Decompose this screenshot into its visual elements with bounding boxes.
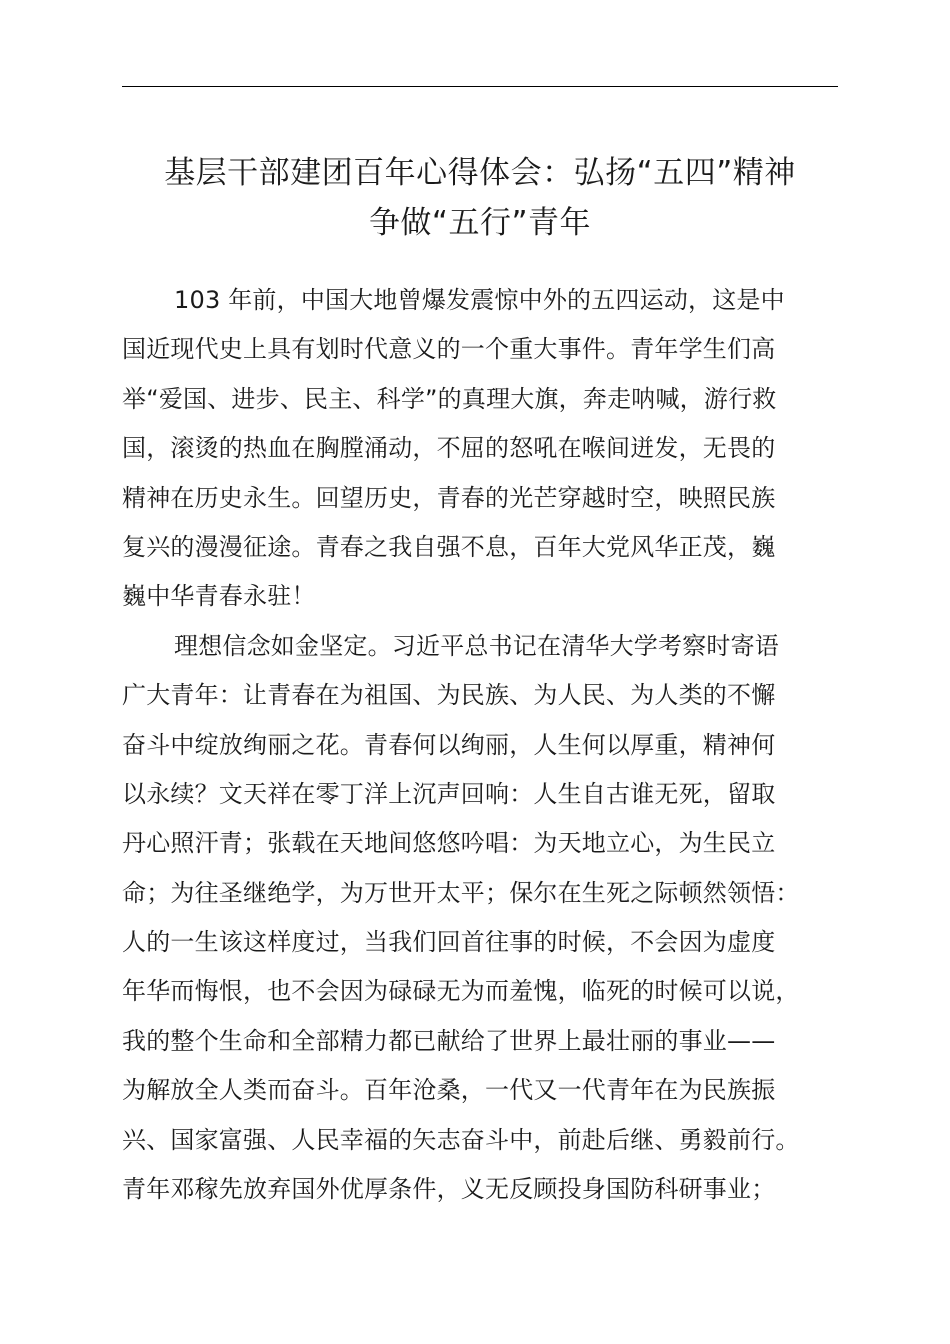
paragraph-line: 国，滚烫的热血在胸膛涌动，不屈的怒吼在喉间迸发，无畏的 bbox=[122, 434, 776, 463]
title-line: 争做“五行”青年 bbox=[368, 205, 592, 241]
paragraph-line: 兴、国家富强、人民幸福的矢志奋斗中，前赴后继、勇毅前行。 bbox=[122, 1125, 800, 1154]
paragraph-line: 精神在历史永生。回望历史，青春的光芒穿越时空，映照民族 bbox=[122, 483, 776, 512]
document-title bbox=[100, 148, 860, 248]
paragraph-line: 丹心照汗青；张载在天地间悠悠吟唱：为天地立心，为生民立 bbox=[122, 829, 776, 858]
title-line: 基层干部建团百年心得体会：弘扬“五四”精神 bbox=[164, 155, 796, 191]
header-rule bbox=[122, 86, 838, 87]
paragraph-line: 以永续？文天祥在零丁洋上沉声回响：人生自古谁无死，留取 bbox=[122, 779, 776, 808]
paragraph-line: 为解放全人类而奋斗。百年沧桑，一代又一代青年在为民族振 bbox=[122, 1076, 776, 1105]
paragraph-line: 103 年前，中国大地曾爆发震惊中外的五四运动，这是中 bbox=[174, 286, 785, 314]
paragraph-line: 巍中华青春永驻！ bbox=[122, 582, 316, 611]
paragraph-line: 人的一生该这样度过，当我们回首往事的时候，不会因为虚度 bbox=[122, 928, 776, 957]
paragraph-line: 举“爱国、进步、民主、科学”的真理大旗，奔走呐喊，游行救 bbox=[122, 384, 777, 413]
document-body bbox=[122, 276, 862, 1214]
paragraph-line: 理想信念如金坚定。习近平总书记在清华大学考察时寄语 bbox=[174, 631, 779, 660]
paragraph-line: 奋斗中绽放绚丽之花。青春何以绚丽，人生何以厚重，精神何 bbox=[122, 730, 776, 759]
paragraph-line: 命；为往圣继绝学，为万世开太平；保尔在生死之际顿然领悟： bbox=[122, 878, 800, 907]
paragraph-line: 青年邓稼先放弃国外优厚条件，义无反顾投身国防科研事业； bbox=[122, 1175, 776, 1204]
paragraph-line: 我的整个生命和全部精力都已献给了世界上最壮丽的事业—— bbox=[122, 1026, 776, 1055]
paragraph-line: 广大青年：让青春在为祖国、为民族、为人民、为人类的不懈 bbox=[122, 681, 776, 710]
paragraph-2 bbox=[122, 622, 862, 1215]
paragraph-line: 复兴的漫漫征途。青春之我自强不息，百年大党风华正茂，巍 bbox=[122, 532, 776, 561]
paragraph-line: 年华而悔恨，也不会因为碌碌无为而羞愧，临死的时候可以说， bbox=[122, 977, 800, 1006]
paragraph-line: 国近现代史上具有划时代意义的一个重大事件。青年学生们高 bbox=[122, 335, 776, 364]
paragraph-1 bbox=[122, 276, 862, 622]
